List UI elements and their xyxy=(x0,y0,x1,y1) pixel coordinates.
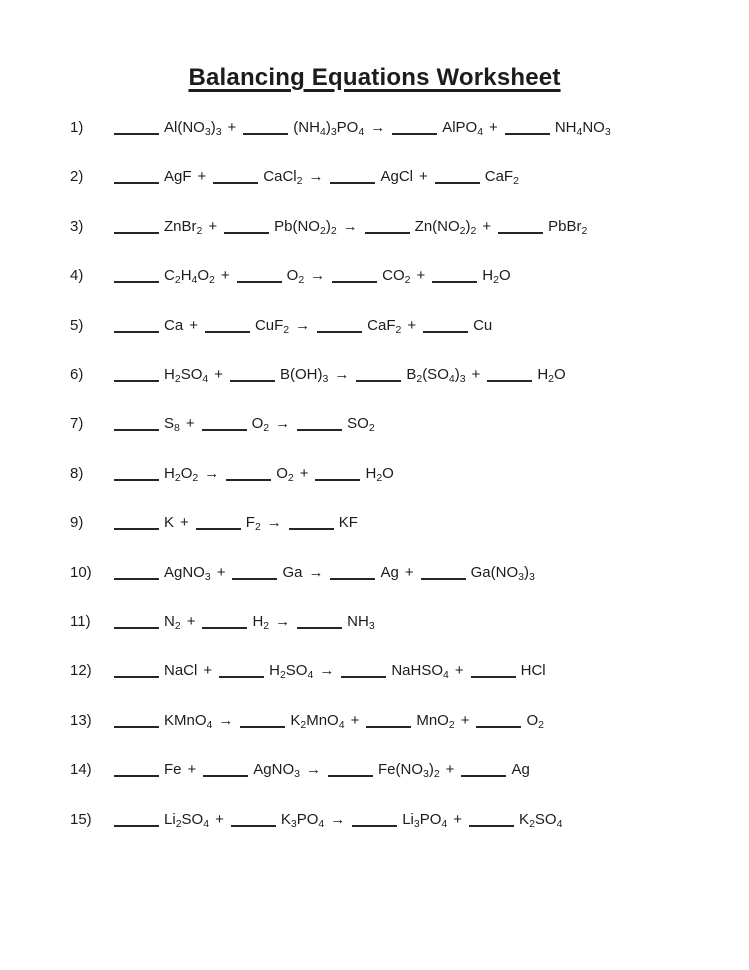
arrow-symbol: → xyxy=(305,761,321,779)
chemical-formula: $H_2$ xyxy=(252,613,270,632)
coefficient-blank xyxy=(196,518,241,530)
chemical-formula: Cu xyxy=(473,316,493,334)
equation-number: 4) xyxy=(70,267,84,285)
plus-symbol: + xyxy=(454,662,464,680)
coefficient-blank xyxy=(461,765,506,777)
chemical-formula: CuF$_2$ xyxy=(254,316,290,336)
arrow-symbol: → xyxy=(218,711,234,729)
chemical-formula: $C_2H_4O_2$ xyxy=(164,267,215,287)
coefficient-blank xyxy=(317,321,362,333)
coefficient-blank xyxy=(213,172,258,184)
coefficient-blank xyxy=(328,765,373,777)
coefficient-blank xyxy=(224,222,269,234)
coefficient-blank xyxy=(226,469,271,481)
coefficient-blank xyxy=(471,666,516,678)
coefficient-blank xyxy=(432,271,477,283)
plus-symbol: + xyxy=(416,267,426,285)
chemical-formula: NaHSO$_4$ xyxy=(391,662,449,682)
equation-number: 2) xyxy=(70,168,84,186)
equation-number: 3) xyxy=(70,217,84,235)
arrow-symbol: → xyxy=(275,613,291,630)
chemical-formula: $SO_2$ xyxy=(347,415,375,435)
coefficient-blank xyxy=(330,568,375,580)
chemical-formula: $H_2O$ xyxy=(365,464,394,484)
coefficient-blank xyxy=(203,765,248,777)
plus-symbol: + xyxy=(215,810,224,828)
equation-row xyxy=(70,167,519,187)
chemical-formula: AgF xyxy=(164,168,192,186)
chemical-formula: Ag xyxy=(380,563,399,581)
coefficient-blank xyxy=(476,716,521,728)
chemical-formula: Ca xyxy=(164,316,184,334)
coefficient-blank xyxy=(297,419,342,431)
arrow-symbol: → xyxy=(204,464,220,482)
coefficient-blank xyxy=(392,123,437,135)
equation-number: 15) xyxy=(70,810,92,828)
coefficient-blank xyxy=(243,123,288,135)
plus-symbol: + xyxy=(299,464,309,482)
chemical-formula: ZnBr$_2$ xyxy=(164,217,203,237)
coefficient-blank xyxy=(114,815,159,827)
chemical-formula: KF xyxy=(338,514,358,532)
chemical-formula: Ag xyxy=(511,761,530,779)
coefficient-blank xyxy=(352,815,397,827)
chemical-formula: $Al(NO_3)_3$ xyxy=(164,119,222,138)
chemical-formula: CaF$_2$ xyxy=(484,168,519,188)
arrow-symbol: → xyxy=(319,662,335,680)
plus-symbol: + xyxy=(453,810,463,828)
plus-symbol: + xyxy=(203,662,213,680)
arrow-symbol: → xyxy=(266,514,282,532)
plus-symbol: + xyxy=(214,366,223,383)
plus-symbol: + xyxy=(407,316,417,334)
equation-number: 1) xyxy=(70,119,84,136)
arrow-symbol: → xyxy=(334,366,350,383)
arrow-symbol: → xyxy=(370,119,386,136)
coefficient-blank xyxy=(341,666,386,678)
chemical-formula: $Li_3PO_4$ xyxy=(402,810,448,830)
coefficient-blank xyxy=(237,271,282,283)
chemical-formula: CaCl$_2$ xyxy=(263,168,303,188)
chemical-formula: Fe xyxy=(164,761,182,779)
coefficient-blank xyxy=(498,222,543,234)
chemical-formula: $H_2O$ xyxy=(482,267,511,287)
equation-number: 5) xyxy=(70,316,84,334)
chemical-formula: $O_2$ xyxy=(251,415,270,435)
plus-symbol: + xyxy=(489,119,498,136)
coefficient-blank xyxy=(114,469,159,481)
page-title-text: Balancing Equations Worksheet xyxy=(188,64,561,91)
equation-row xyxy=(70,661,546,681)
plus-symbol: + xyxy=(216,563,226,581)
chemical-formula: MnO$_2$ xyxy=(416,711,455,731)
equation-number: 10) xyxy=(70,563,92,581)
coefficient-blank xyxy=(356,370,401,382)
chemical-formula: $B(OH)_3$ xyxy=(279,366,329,385)
chemical-formula: $CO_2$ xyxy=(382,267,411,287)
plus-symbol: + xyxy=(220,267,230,285)
equation-row xyxy=(70,464,394,484)
arrow-symbol: → xyxy=(275,415,291,433)
arrow-symbol: → xyxy=(330,810,346,828)
coefficient-blank xyxy=(114,123,159,135)
chemical-formula: $H_2SO_4$ xyxy=(164,366,209,385)
plus-symbol: + xyxy=(350,711,360,729)
coefficient-blank xyxy=(435,172,480,184)
chemical-formula: $(NH_4)_3PO_4$ xyxy=(293,119,365,138)
chemical-formula: $K_2MnO_4$ xyxy=(290,711,345,731)
chemical-formula: K xyxy=(164,514,175,532)
equation-number: 14) xyxy=(70,761,92,779)
chemical-formula: $O_2$ xyxy=(286,267,305,287)
coefficient-blank xyxy=(114,617,159,629)
chemical-formula: $NH_3$ xyxy=(347,613,375,632)
chemical-formula: $S_8$ xyxy=(164,415,180,435)
chemical-formula: $K_3PO_4$ xyxy=(280,810,325,830)
coefficient-blank xyxy=(330,172,375,184)
equation-number: 13) xyxy=(70,711,92,729)
equation-row xyxy=(70,612,375,632)
coefficient-blank xyxy=(297,617,342,629)
equation-number: 12) xyxy=(70,662,92,680)
coefficient-blank xyxy=(421,568,466,580)
chemical-formula: $F_2$ xyxy=(245,514,261,534)
coefficient-blank xyxy=(114,370,159,382)
chemical-formula: $H_2SO_4$ xyxy=(269,662,314,682)
plus-symbol: + xyxy=(460,711,470,729)
arrow-symbol: → xyxy=(308,168,324,186)
equation-number: 8) xyxy=(70,464,84,482)
chemical-formula: HCl xyxy=(520,662,546,680)
equation-number: 6) xyxy=(70,366,84,383)
plus-symbol: + xyxy=(208,217,218,235)
coefficient-blank xyxy=(469,815,514,827)
equation-row xyxy=(70,316,492,336)
chemical-formula: $Pb(NO_2)_2$ xyxy=(274,217,337,237)
plus-symbol: + xyxy=(471,366,481,383)
chemical-formula: $Zn(NO_2)_2$ xyxy=(414,217,477,237)
chemical-formula: AgCl xyxy=(380,168,413,186)
arrow-symbol: → xyxy=(308,563,324,581)
plus-symbol: + xyxy=(227,119,237,136)
equation-row xyxy=(70,711,544,731)
arrow-symbol: → xyxy=(342,217,358,235)
chemical-formula: CaF$_2$ xyxy=(367,316,402,336)
coefficient-blank xyxy=(114,321,159,333)
coefficient-blank xyxy=(231,815,276,827)
chemical-formula: $O_2$ xyxy=(526,711,544,731)
chemical-formula: $H_2O$ xyxy=(537,366,566,385)
coefficient-blank xyxy=(114,666,159,678)
coefficient-blank xyxy=(365,222,410,234)
coefficient-blank xyxy=(114,419,159,431)
coefficient-blank xyxy=(240,716,285,728)
plus-symbol: + xyxy=(189,316,198,334)
equation-row xyxy=(70,118,611,138)
plus-symbol: + xyxy=(482,217,492,235)
equation-row xyxy=(70,414,375,434)
coefficient-blank xyxy=(505,123,550,135)
coefficient-blank xyxy=(487,370,532,382)
equation-number: 11) xyxy=(70,613,91,630)
chemical-formula: AgNO$_3$ xyxy=(253,761,300,781)
chemical-formula: $B_2(SO_4)_3$ xyxy=(406,366,466,385)
coefficient-blank xyxy=(219,666,264,678)
equation-row xyxy=(70,513,358,533)
chemical-formula: $H_2O_2$ xyxy=(164,464,199,484)
coefficient-blank xyxy=(232,568,277,580)
plus-symbol: + xyxy=(187,761,197,779)
coefficient-blank xyxy=(315,469,360,481)
equation-number: 9) xyxy=(70,514,84,532)
coefficient-blank xyxy=(230,370,275,382)
coefficient-blank xyxy=(202,617,247,629)
equation-row xyxy=(70,217,587,237)
chemical-formula: $N_2$ xyxy=(164,613,181,632)
equation-row xyxy=(70,810,562,830)
coefficient-blank xyxy=(205,321,250,333)
coefficient-blank xyxy=(202,419,247,431)
coefficient-blank xyxy=(114,716,159,728)
coefficient-blank xyxy=(114,172,159,184)
chemical-formula: $NH_4NO_3$ xyxy=(554,119,611,138)
coefficient-blank xyxy=(114,518,159,530)
coefficient-blank xyxy=(114,765,159,777)
plus-symbol: + xyxy=(404,563,414,581)
chemical-formula: $Li_2SO_4$ xyxy=(164,810,210,830)
chemical-formula: AgNO$_3$ xyxy=(164,563,211,583)
arrow-symbol: → xyxy=(295,316,311,334)
coefficient-blank xyxy=(114,271,159,283)
plus-symbol: + xyxy=(180,514,189,532)
chemical-formula: KMnO$_4$ xyxy=(164,711,213,731)
coefficient-blank xyxy=(423,321,468,333)
equation-row xyxy=(70,760,530,780)
equation-row xyxy=(70,365,566,385)
coefficient-blank xyxy=(114,222,159,234)
page-title xyxy=(0,64,749,92)
plus-symbol: + xyxy=(445,761,455,779)
plus-symbol: + xyxy=(197,168,207,186)
chemical-formula: PbBr$_2$ xyxy=(548,217,588,237)
chemical-formula: $Ga(NO_3)_3$ xyxy=(470,563,535,583)
coefficient-blank xyxy=(366,716,411,728)
chemical-formula: $K_2SO_4$ xyxy=(519,810,563,830)
coefficient-blank xyxy=(332,271,377,283)
chemical-formula: $Fe(NO_3)_2$ xyxy=(377,761,440,781)
equation-number: 7) xyxy=(70,415,84,433)
arrow-symbol: → xyxy=(310,267,326,285)
plus-symbol: + xyxy=(186,613,196,630)
equation-row xyxy=(70,563,535,583)
plus-symbol: + xyxy=(185,415,195,433)
chemical-formula: NaCl xyxy=(164,662,198,680)
coefficient-blank xyxy=(289,518,334,530)
chemical-formula: Ga xyxy=(282,563,303,581)
coefficient-blank xyxy=(114,568,159,580)
chemical-formula: $O_2$ xyxy=(276,464,294,484)
plus-symbol: + xyxy=(418,168,428,186)
equation-row xyxy=(70,266,511,286)
chemical-formula: AlPO$_4$ xyxy=(442,119,484,138)
